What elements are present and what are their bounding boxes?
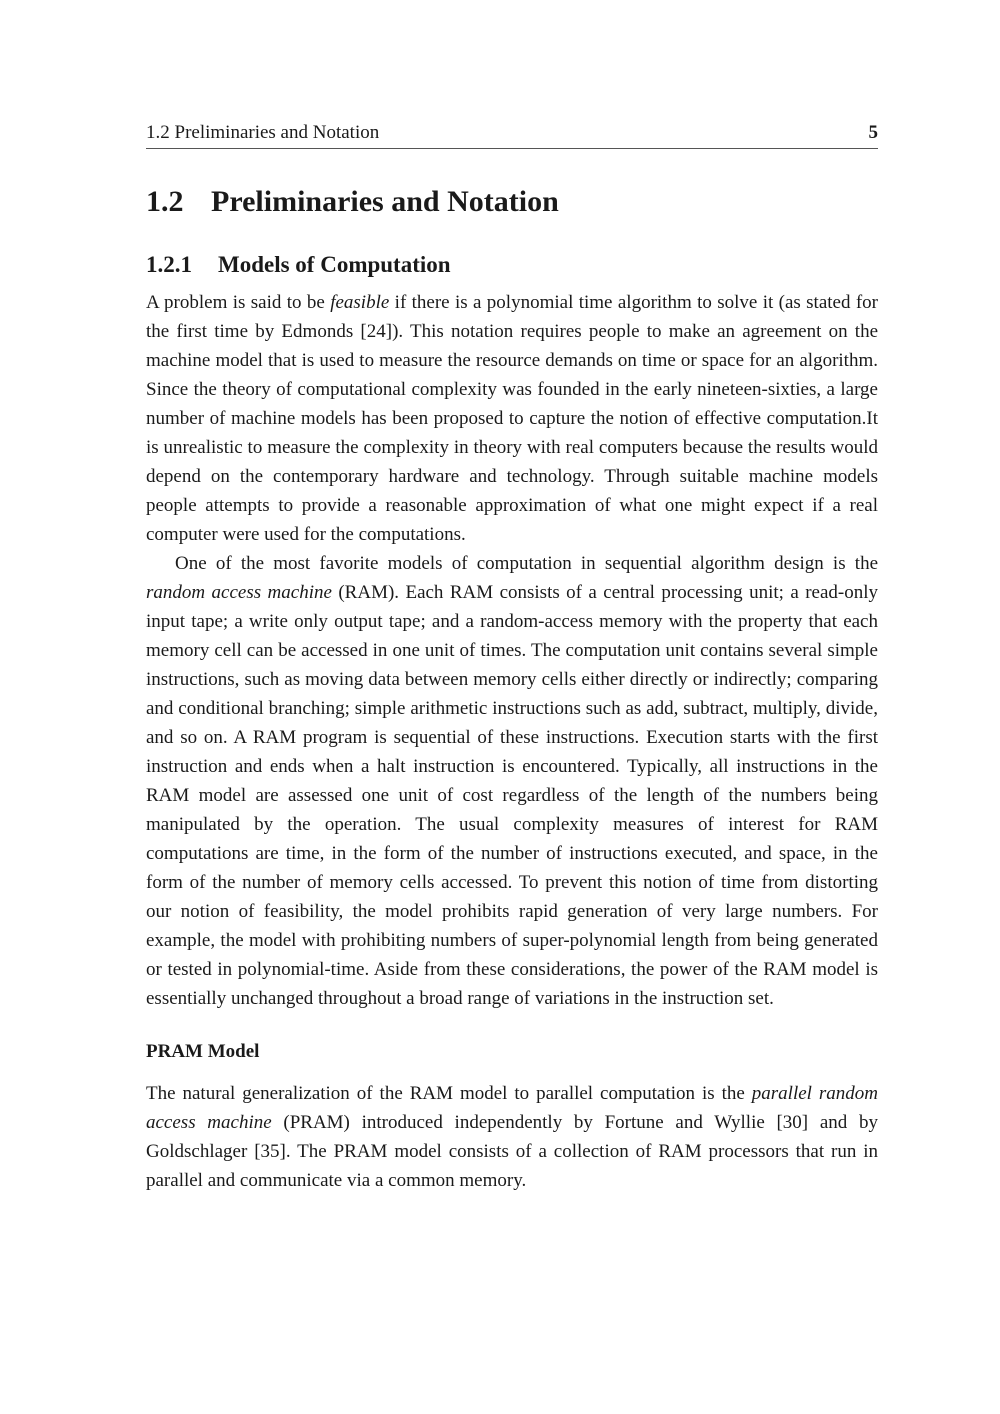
paragraph-text: (PRAM) introduced independently by Fortune and Wyllie [30] and by Goldschlager [35]. The PRAM model consists of a collection of RAM processors that run in parallel and communicate via a common memory. (146, 1112, 878, 1191)
section-number: 1.2 (146, 185, 184, 218)
paragraph-feasible (146, 288, 878, 549)
paragraph-text: One of the most favorite models of computation in sequential algorithm design is the (175, 553, 878, 574)
paragraph-text: (RAM). Each RAM consists of a central processing unit; a read-only input tape; a write only output tape; and a random-access memory with the property that each memory cell can be accessed in one unit of times. The computation unit contains several simple instructions, such as moving data between memory cells either directly or indirectly; comparing and conditional branching; simple arithmetic instructions such as add, subtract, multiply, divide, and so on. A RAM program is sequential of these instructions. Execution starts with the first instruction and ends when a halt instruction is encountered. Typically, all instructions in the RAM model are assessed one unit of cost regardless of the length of the numbers being manipulated by the operation. The usual complexity measures of interest for RAM computations are time, in the form of the number of instructions executed, and space, in the form of the number of memory cells accessed. To prevent this notion of time from distorting our notion of feasibility, the model prohibits rapid generation of very large numbers. For example, the model with prohibiting numbers of super-polynomial length from being generated or tested in polynomial-time. Aside from these considerations, the power of the RAM model is essentially unchanged throughout a broad range of variations in the instruction set. (146, 582, 878, 1009)
subsection-number: 1.2.1 (146, 252, 192, 277)
paragraph-text: The natural generalization of the RAM model to parallel computation is the (146, 1083, 752, 1104)
running-header-title: 1.2 Preliminaries and Notation (146, 122, 380, 143)
section-title: Preliminaries and Notation (211, 185, 559, 218)
running-header (146, 122, 878, 149)
section-heading (146, 180, 878, 224)
page-number: 5 (868, 122, 878, 143)
emphasis-feasible: feasible (330, 292, 390, 313)
paragraph-ram (146, 549, 878, 1013)
subsection-title: Models of Computation (218, 252, 451, 277)
subsection-heading (146, 248, 878, 282)
page-content (146, 180, 878, 1195)
paragraph-text: A problem is said to be (146, 292, 331, 313)
paragraph-pram (146, 1079, 878, 1195)
emphasis-parallel-random-access-machine: parallel random access machine (146, 1083, 878, 1133)
paragraph-text: if there is a polynomial time algorithm to solve it (as stated for the first time by Edmonds [24]). This notation requires people to make an agreement on the machine model that is used to measure the resource demands on time or space for an algorithm. Since the theory of computational complexity was founded in the early nineteen-sixties, a large number of machine models has been proposed to capture the notion of effective computation.It is unrealistic to measure the complexity in theory with real computers because the results would depend on the contemporary hardware and technology. Through suitable machine models people attempts to provide a reasonable approximation of what one might expect if a real computer were used for the computations. (146, 292, 879, 545)
pram-heading: PRAM Model (146, 1041, 260, 1062)
emphasis-random-access-machine: random access machine (146, 582, 332, 603)
